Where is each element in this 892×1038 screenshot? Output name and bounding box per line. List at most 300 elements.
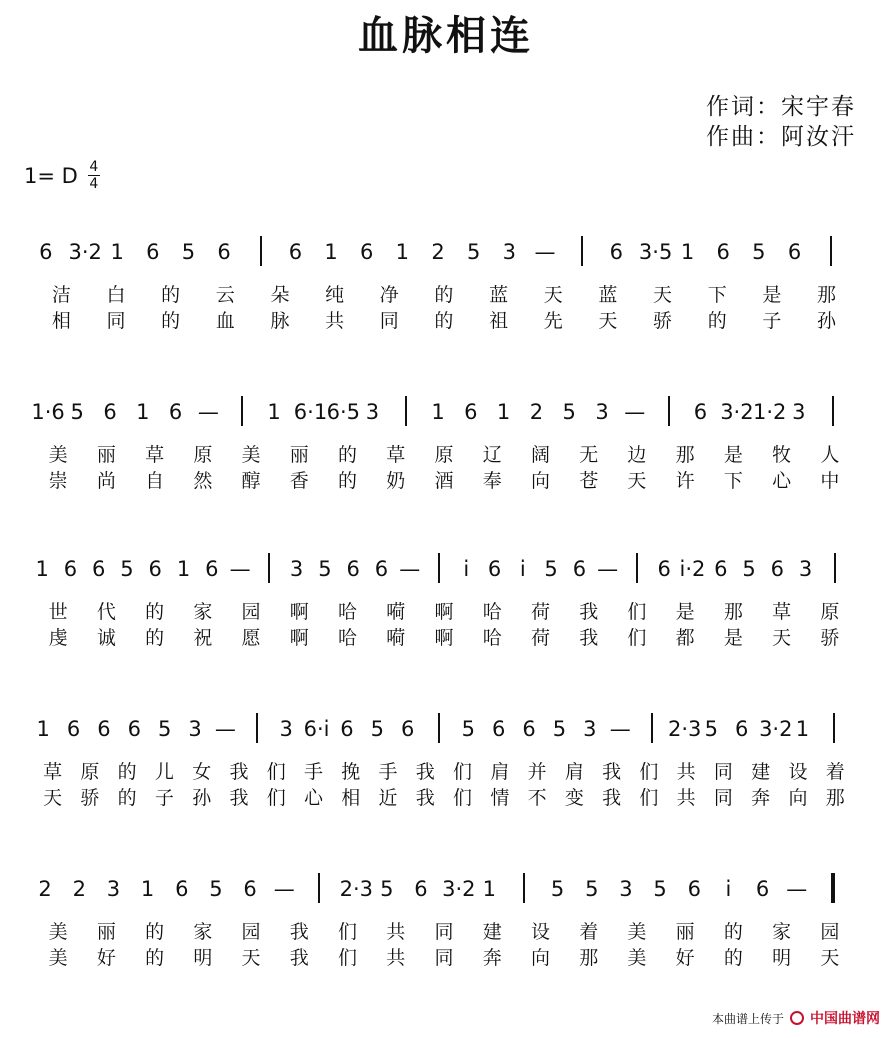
lyric-line xyxy=(34,757,854,784)
lyric-char: 啊 xyxy=(289,601,309,623)
lyric-char: 丽 xyxy=(675,921,695,943)
note: 6 xyxy=(572,557,587,581)
time-top: 4 xyxy=(89,159,99,175)
note: 1·6 xyxy=(31,400,65,424)
lyric-char: 啊 xyxy=(289,627,309,649)
composer: 作曲：阿汝汗 xyxy=(706,124,856,150)
lyric-char: 那 xyxy=(579,947,599,969)
note: 5 xyxy=(585,877,599,901)
note: 1 xyxy=(482,877,496,901)
note: 3·2 xyxy=(68,240,102,264)
note: 6 xyxy=(288,240,303,264)
lyric-char: 的 xyxy=(723,921,743,943)
barline xyxy=(438,553,440,583)
lyric-line xyxy=(34,306,854,333)
lyric-char: 先 xyxy=(543,310,563,332)
note: 3 xyxy=(106,877,121,901)
lyric-char: 家 xyxy=(193,921,213,943)
lyric-char: 的 xyxy=(723,947,743,969)
lyric-char: 蓝 xyxy=(598,284,618,306)
lyric-char: 边 xyxy=(627,444,647,466)
lyric-char: 朵 xyxy=(270,284,290,306)
lyric-char: 同 xyxy=(434,947,454,969)
note: 5 xyxy=(562,400,576,424)
note: 2·3 xyxy=(667,717,702,741)
barline xyxy=(636,553,638,583)
site-name: 中国曲谱网 xyxy=(810,1011,880,1027)
lyric-char: 都 xyxy=(675,627,695,649)
lyric-char: 啊 xyxy=(434,627,454,649)
lyric-char: 向 xyxy=(530,947,550,969)
barline xyxy=(831,873,835,903)
lyric-char: 们 xyxy=(338,921,358,943)
lyric-char: 血 xyxy=(215,310,235,332)
lyric-char: 那 xyxy=(817,284,837,306)
lyric-char: 诚 xyxy=(96,627,116,649)
lyric-char: 我 xyxy=(579,601,599,623)
lyric-char: 哈 xyxy=(482,627,502,649)
lyric-char: 的 xyxy=(161,284,181,306)
lyric-line xyxy=(34,280,854,307)
lyric-char: 我 xyxy=(289,921,309,943)
note: — xyxy=(534,240,556,264)
lyricist: 作词：宋宇春 xyxy=(706,94,856,120)
lyric-char: 变 xyxy=(564,787,584,809)
lyric-char: 设 xyxy=(530,921,550,943)
lyric-line xyxy=(34,917,854,944)
note: 2·3 xyxy=(339,877,373,901)
lyric-char: 丽 xyxy=(96,921,116,943)
song-title: 血脉相连 xyxy=(358,12,534,59)
lyric-char: 们 xyxy=(453,761,473,783)
time-bottom: 4 xyxy=(89,176,99,192)
note: 6 xyxy=(205,557,219,581)
lyric-char: 净 xyxy=(379,284,399,306)
note: — xyxy=(214,717,236,741)
lyric-char: 奔 xyxy=(482,947,502,969)
lyric-char: 嗬 xyxy=(386,627,406,649)
lyric-char: 哈 xyxy=(482,601,502,623)
note: 6 xyxy=(487,557,502,581)
lyric-char: 好 xyxy=(96,947,116,969)
lyric-char: 手 xyxy=(303,761,323,783)
lyric-char: 美 xyxy=(241,444,261,466)
site-logo-icon xyxy=(790,1011,804,1025)
note: 5 xyxy=(550,877,565,901)
lyric-char: 下 xyxy=(723,470,743,492)
lyric-char: 哈 xyxy=(338,601,358,623)
note: i·2 xyxy=(679,557,706,581)
barline xyxy=(651,713,653,743)
note: 5 xyxy=(466,240,481,264)
note: 6 xyxy=(103,400,117,424)
note: 3 xyxy=(188,717,202,741)
note: 1 xyxy=(110,240,124,264)
note: 1·2 xyxy=(753,400,787,424)
lyric-char: 的 xyxy=(145,627,165,649)
note: 5 xyxy=(370,717,384,741)
score-system xyxy=(28,705,868,845)
lyric-char: 啊 xyxy=(434,601,454,623)
note: 5 xyxy=(552,717,567,741)
lyric-char: 美 xyxy=(627,921,647,943)
barline xyxy=(438,713,440,743)
lyric-char: 苍 xyxy=(579,470,599,492)
note: 3·2 xyxy=(442,877,476,901)
lyric-char: 丽 xyxy=(289,444,309,466)
lyric-char: 代 xyxy=(96,601,116,623)
lyric-line xyxy=(34,943,854,970)
note: 6·i xyxy=(303,717,330,741)
note: 6 xyxy=(714,557,728,581)
note: 6 xyxy=(346,557,360,581)
lyric-char: 并 xyxy=(527,761,547,783)
lyric-char: 们 xyxy=(627,627,647,649)
lyric-char: 的 xyxy=(434,310,454,332)
lyric-char: 的 xyxy=(338,470,358,492)
lyric-char: 相 xyxy=(51,310,71,332)
note: 6 xyxy=(168,400,183,424)
lyric-line xyxy=(34,597,854,624)
note: i xyxy=(725,877,732,901)
lyric-char: 骄 xyxy=(80,787,100,809)
lyric-char: 嗬 xyxy=(386,601,406,623)
lyric-char: 心 xyxy=(772,470,792,492)
lyric-line xyxy=(34,440,854,467)
lyric-char: 草 xyxy=(386,444,406,466)
lyric-char: 我 xyxy=(415,787,435,809)
lyric-char: 共 xyxy=(386,921,406,943)
lyric-char: 阔 xyxy=(530,444,550,466)
lyric-char: 明 xyxy=(772,947,792,969)
lyric-char: 尚 xyxy=(96,470,116,492)
note: — xyxy=(399,557,421,581)
note: 6 xyxy=(175,877,189,901)
lyric-char: 的 xyxy=(145,921,165,943)
lyric-char: 的 xyxy=(117,787,137,809)
lyric-char: 的 xyxy=(707,310,727,332)
lyric-char: 哈 xyxy=(338,627,358,649)
score-system xyxy=(28,545,868,685)
barline xyxy=(241,396,243,426)
lyric-char: 近 xyxy=(378,787,398,809)
lyric-char: 原 xyxy=(434,444,454,466)
note: 6 xyxy=(92,557,106,581)
note: i xyxy=(519,557,526,581)
lyric-char: 蓝 xyxy=(489,284,509,306)
lyric-char: 孙 xyxy=(817,310,837,332)
lyric-char: 的 xyxy=(434,284,454,306)
lyric-char: 无 xyxy=(579,444,599,466)
lyric-char: 着 xyxy=(825,761,845,783)
footer xyxy=(712,1008,880,1028)
lyric-char: 天 xyxy=(598,310,618,332)
lyric-char: 同 xyxy=(713,761,733,783)
note: 6 xyxy=(146,240,160,264)
note: 6 xyxy=(63,557,78,581)
lyric-char: 情 xyxy=(490,787,510,809)
barline xyxy=(256,713,258,743)
note: 3 xyxy=(365,400,380,424)
lyric-char: 那 xyxy=(675,444,695,466)
lyric-char: 的 xyxy=(338,444,358,466)
note: 3 xyxy=(289,557,304,581)
note: 5 xyxy=(120,557,134,581)
lyric-char: 家 xyxy=(193,601,213,623)
lyric-char: 美 xyxy=(48,444,68,466)
note: 1 xyxy=(35,557,49,581)
note: — xyxy=(597,557,619,581)
lyric-char: 虔 xyxy=(48,627,68,649)
lyric-char: 然 xyxy=(193,470,213,492)
note: 3 xyxy=(792,400,806,424)
lyric-char: 人 xyxy=(820,444,840,466)
lyric-char: 草 xyxy=(772,601,792,623)
barline xyxy=(833,713,835,743)
lyric-char: 们 xyxy=(453,787,473,809)
lyric-char: 好 xyxy=(675,947,695,969)
lyric-char: 香 xyxy=(289,470,309,492)
note: — xyxy=(786,877,808,901)
note: 3 xyxy=(583,717,597,741)
lyric-char: 天 xyxy=(653,284,673,306)
note: 2 xyxy=(72,877,86,901)
lyric-char: 们 xyxy=(266,761,286,783)
lyric-char: 骄 xyxy=(653,310,673,332)
note: 3·5 xyxy=(638,240,673,264)
note: 5 xyxy=(653,877,667,901)
lyric-char: 许 xyxy=(675,470,695,492)
lyric-char: 们 xyxy=(338,947,358,969)
lyric-char: 祝 xyxy=(193,627,213,649)
lyric-char: 们 xyxy=(266,787,286,809)
lyric-char: 共 xyxy=(386,947,406,969)
lyric-char: 我 xyxy=(229,787,249,809)
lyric-char: 纯 xyxy=(325,284,345,306)
lyric-char: 原 xyxy=(820,601,840,623)
lyric-char: 我 xyxy=(602,761,622,783)
note: 5 xyxy=(157,717,172,741)
notation-line xyxy=(28,388,868,438)
lyric-char: 美 xyxy=(48,921,68,943)
lyric-char: 天 xyxy=(43,787,63,809)
lyric-char: 下 xyxy=(707,284,727,306)
lyric-char: 醇 xyxy=(241,470,261,492)
lyric-char: 原 xyxy=(80,761,100,783)
lyric-char: 我 xyxy=(415,761,435,783)
note: 6 xyxy=(716,240,730,264)
lyric-char: 孙 xyxy=(192,787,212,809)
lyric-char: 我 xyxy=(229,761,249,783)
barline xyxy=(834,553,836,583)
lyric-char: 愿 xyxy=(241,627,261,649)
note: 6 xyxy=(217,240,231,264)
lyric-char: 天 xyxy=(820,947,840,969)
note: 1 xyxy=(36,717,50,741)
lyric-char: 白 xyxy=(106,284,126,306)
lyric-char: 同 xyxy=(434,921,454,943)
note: 6 xyxy=(735,717,749,741)
notation-line xyxy=(28,705,868,755)
lyric-char: 建 xyxy=(482,921,502,943)
key-signature xyxy=(24,160,100,191)
note: 6 xyxy=(148,557,162,581)
lyric-char: 子 xyxy=(762,310,782,332)
note: 6 xyxy=(755,877,770,901)
note: 5 xyxy=(70,400,84,424)
key-label: 1= D xyxy=(24,163,78,188)
score-system xyxy=(28,228,868,368)
lyric-char: 辽 xyxy=(482,444,502,466)
note: 6 xyxy=(400,717,415,741)
lyric-char: 的 xyxy=(117,761,137,783)
lyric-char: 女 xyxy=(192,761,212,783)
lyric-char: 荷 xyxy=(530,601,550,623)
barline xyxy=(581,236,583,266)
note: 1 xyxy=(431,400,445,424)
lyric-char: 肩 xyxy=(564,761,584,783)
note: 6 xyxy=(374,557,389,581)
barline xyxy=(268,553,270,583)
note: 6 xyxy=(464,400,478,424)
barline xyxy=(260,236,262,266)
note: 6 xyxy=(522,717,536,741)
lyric-char: 挽 xyxy=(341,761,361,783)
note: 1 xyxy=(140,877,155,901)
note: 5 xyxy=(752,240,766,264)
lyric-char: 奉 xyxy=(482,470,502,492)
note: 6 xyxy=(609,240,623,264)
note: 6 xyxy=(97,717,111,741)
note: 6 xyxy=(243,877,257,901)
lyric-char: 们 xyxy=(639,761,659,783)
note: 3 xyxy=(619,877,633,901)
lyric-char: 园 xyxy=(241,921,261,943)
lyric-char: 我 xyxy=(602,787,622,809)
note: 6 xyxy=(787,240,802,264)
lyric-char: 明 xyxy=(193,947,213,969)
note: 5 xyxy=(181,240,196,264)
footer-text: 本曲谱上传于 xyxy=(711,1011,784,1026)
lyric-char: 家 xyxy=(772,921,792,943)
lyric-char: 设 xyxy=(788,761,808,783)
barline xyxy=(830,236,832,266)
score-system xyxy=(28,388,868,528)
notation-line xyxy=(28,865,868,915)
lyric-char: 天 xyxy=(241,947,261,969)
note: 2 xyxy=(529,400,544,424)
note: 6 xyxy=(340,717,354,741)
notation-line xyxy=(28,228,868,278)
lyric-char: 共 xyxy=(325,310,345,332)
note: 6 xyxy=(687,877,701,901)
barline xyxy=(318,873,320,903)
lyric-char: 们 xyxy=(627,601,647,623)
lyric-char: 洁 xyxy=(51,284,71,306)
score-system xyxy=(28,865,868,1005)
lyric-char: 奶 xyxy=(386,470,406,492)
lyric-char: 草 xyxy=(145,444,165,466)
lyric-char: 天 xyxy=(543,284,563,306)
note: 1 xyxy=(795,717,810,741)
note: 5 xyxy=(318,557,332,581)
note: 5 xyxy=(209,877,223,901)
lyric-char: 我 xyxy=(289,947,309,969)
note: 6 xyxy=(360,240,374,264)
lyric-char: 奔 xyxy=(751,787,771,809)
lyric-line xyxy=(34,623,854,650)
lyric-char: 是 xyxy=(723,444,743,466)
note: 5 xyxy=(380,877,394,901)
note: 3 xyxy=(595,400,609,424)
note: 3 xyxy=(798,557,813,581)
note: 2 xyxy=(38,877,52,901)
lyric-char: 儿 xyxy=(154,761,174,783)
lyric-char: 美 xyxy=(627,947,647,969)
note: 3·2 xyxy=(759,717,793,741)
lyric-char: 美 xyxy=(48,947,68,969)
lyric-char: 共 xyxy=(676,787,696,809)
lyric-char: 原 xyxy=(193,444,213,466)
lyric-char: 是 xyxy=(762,284,782,306)
barline xyxy=(668,396,670,426)
barline xyxy=(405,396,407,426)
lyric-char: 自 xyxy=(145,470,165,492)
note: 6 xyxy=(66,717,81,741)
note: — xyxy=(229,557,251,581)
note: 2 xyxy=(431,240,445,264)
lyric-char: 们 xyxy=(639,787,659,809)
note: 3 xyxy=(279,717,293,741)
lyric-char: 向 xyxy=(788,787,808,809)
note: 6 xyxy=(770,557,784,581)
note: 1 xyxy=(176,557,191,581)
note: — xyxy=(273,877,295,901)
note: 6 xyxy=(39,240,53,264)
lyric-char: 同 xyxy=(379,310,399,332)
note: 3 xyxy=(502,240,516,264)
note: 6 xyxy=(414,877,428,901)
lyric-char: 肩 xyxy=(490,761,510,783)
lyric-char: 崇 xyxy=(48,470,68,492)
lyric-char: 共 xyxy=(676,761,696,783)
note: 6·1 xyxy=(293,400,328,424)
note: 5 xyxy=(704,717,719,741)
note: 6 xyxy=(693,400,708,424)
note: 6 xyxy=(127,717,141,741)
note: 5 xyxy=(461,717,476,741)
note: 6·5 xyxy=(326,400,360,424)
lyric-char: 是 xyxy=(723,627,743,649)
note: — xyxy=(609,717,631,741)
lyric-char: 的 xyxy=(145,601,165,623)
note: 5 xyxy=(544,557,558,581)
notation-line xyxy=(28,545,868,595)
lyric-char: 草 xyxy=(43,761,63,783)
note: 1 xyxy=(496,400,511,424)
lyric-char: 心 xyxy=(303,787,323,809)
note: 1 xyxy=(395,240,410,264)
lyric-char: 骄 xyxy=(820,627,840,649)
lyric-char: 那 xyxy=(723,601,743,623)
credits xyxy=(706,92,856,152)
lyric-char: 天 xyxy=(627,470,647,492)
lyric-char: 相 xyxy=(341,787,361,809)
lyric-char: 同 xyxy=(106,310,126,332)
lyric-char: 着 xyxy=(579,921,599,943)
lyric-char: 牧 xyxy=(772,444,792,466)
lyric-line xyxy=(34,466,854,493)
